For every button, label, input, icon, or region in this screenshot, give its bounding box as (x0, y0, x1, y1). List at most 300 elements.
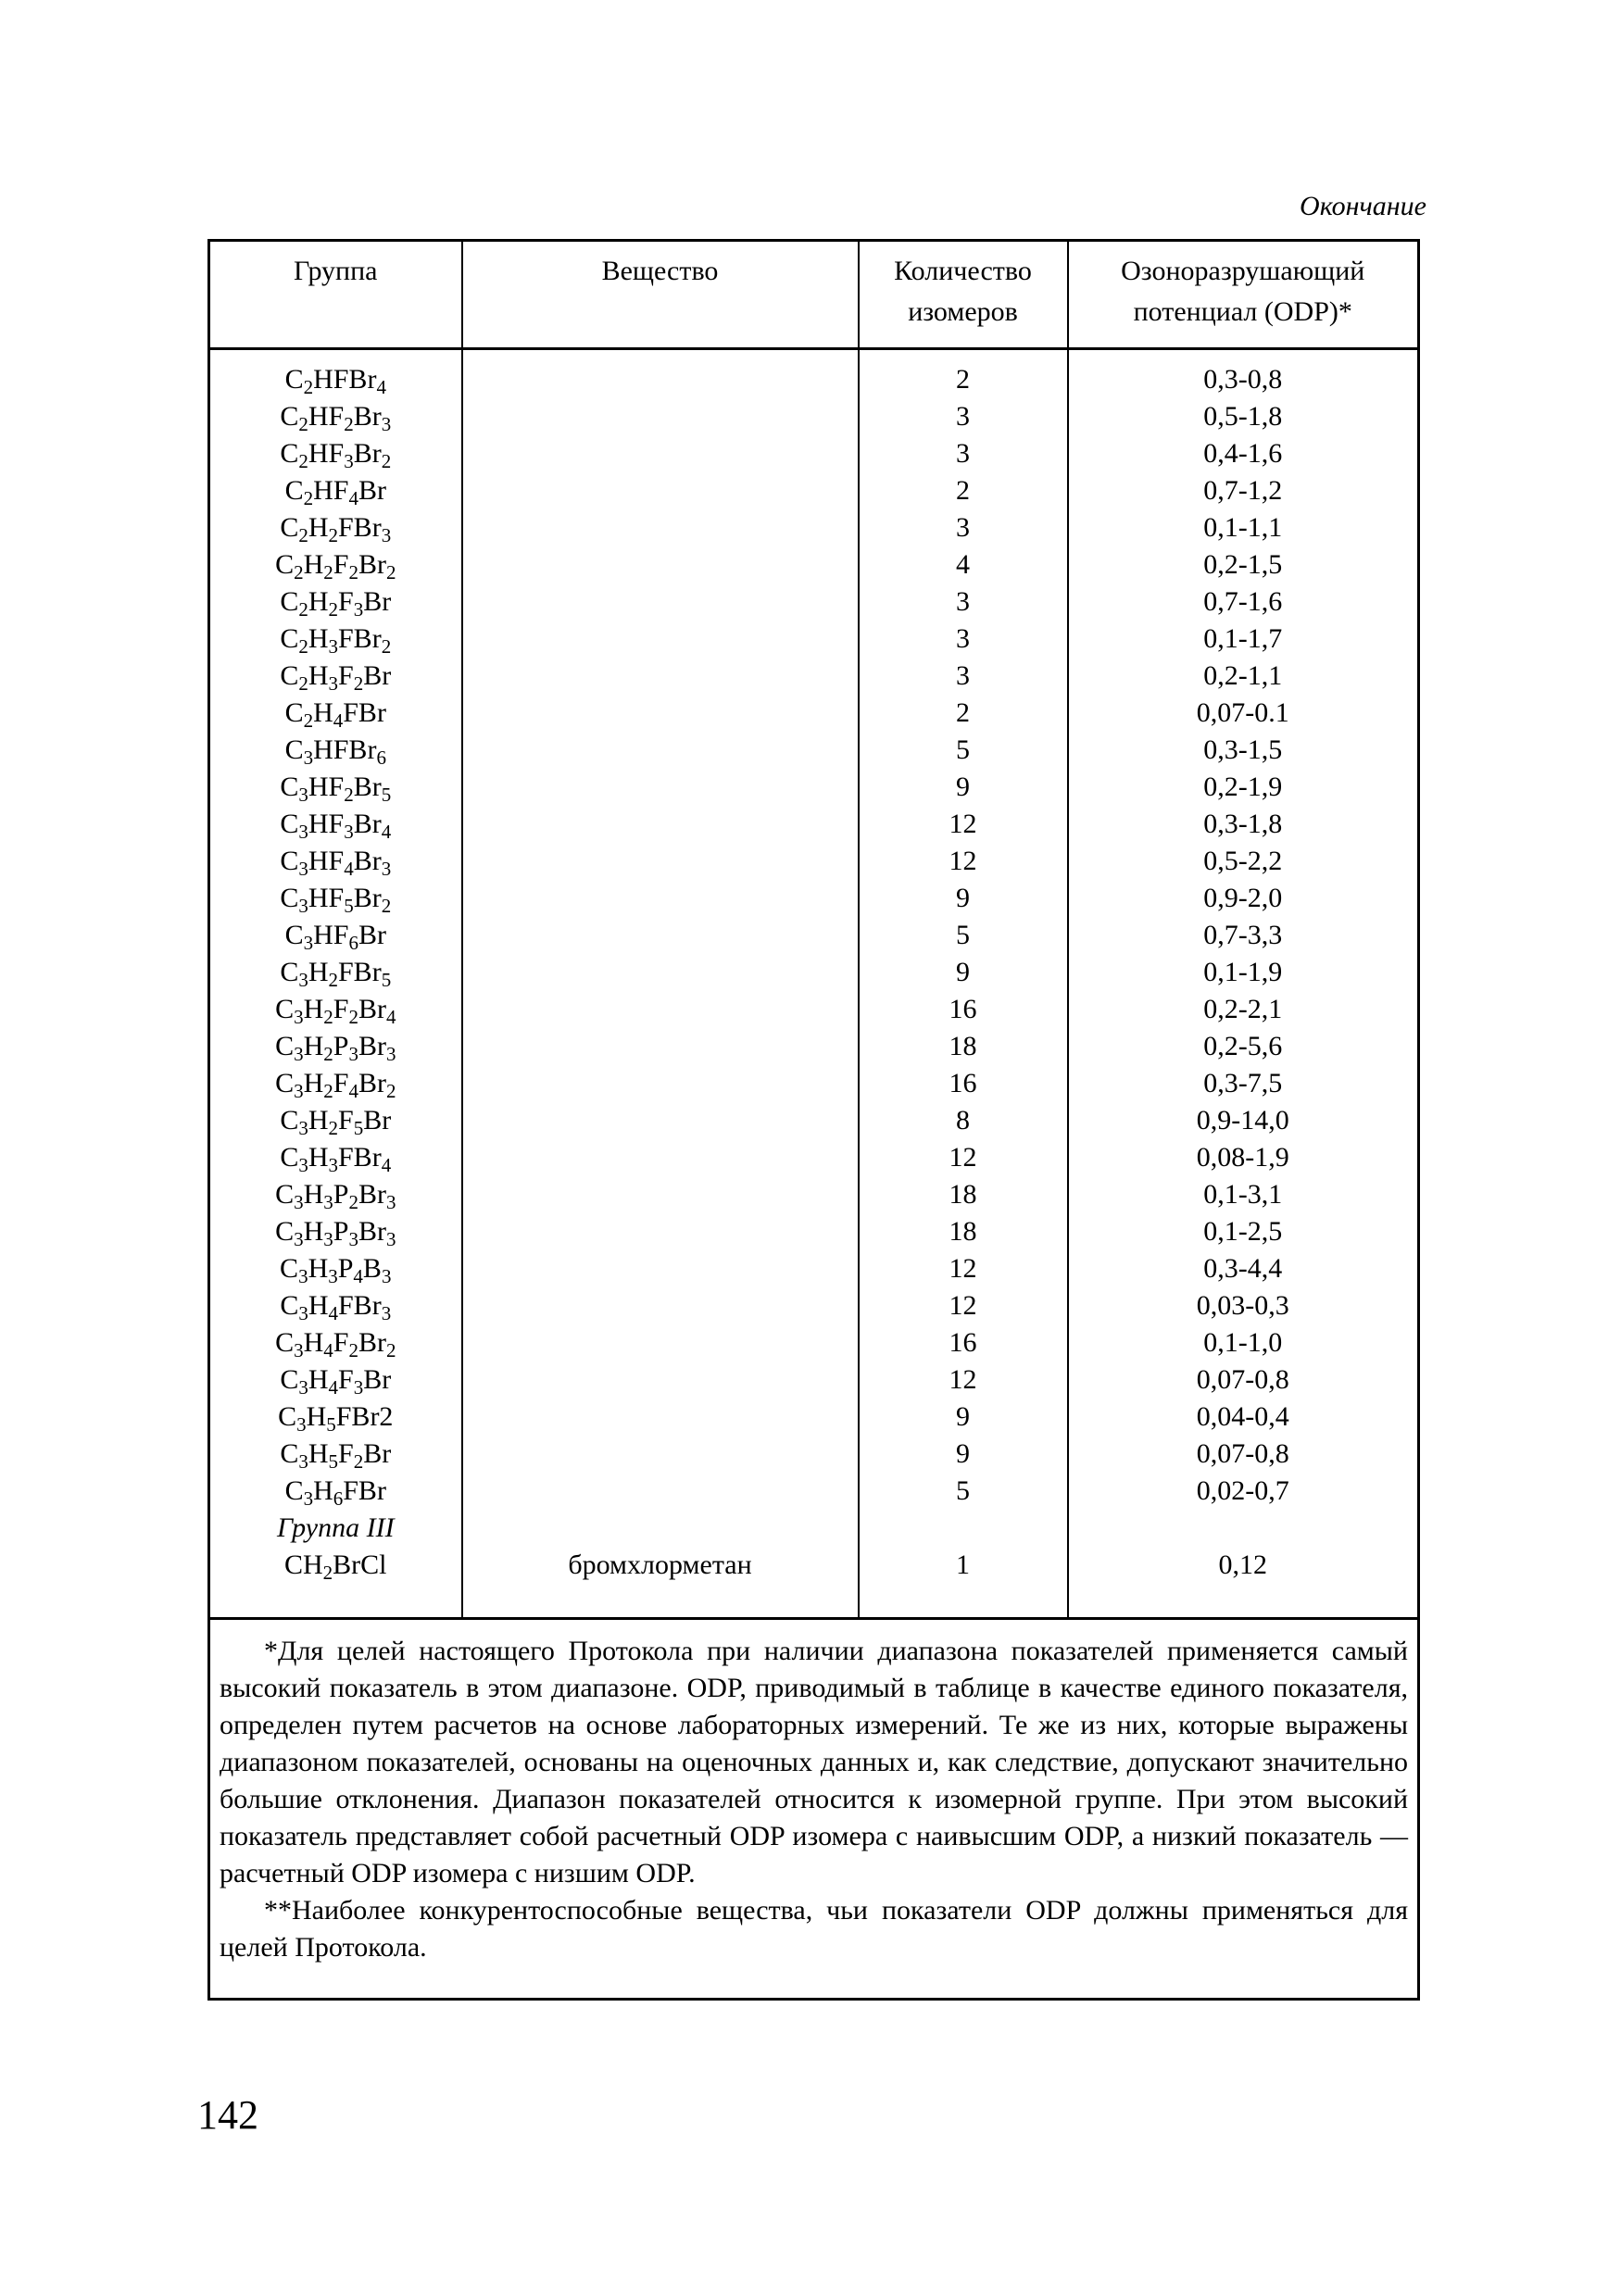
table-row (209, 435, 1419, 472)
formula-subscript: 4 (381, 821, 392, 843)
formula-subscript: 3 (381, 413, 392, 435)
formula-part: H (308, 586, 329, 617)
formula-part: C (275, 994, 295, 1024)
cell-isomers: 18 (859, 1176, 1068, 1213)
formula-part: Br (358, 549, 386, 580)
formula-part: C (280, 1290, 299, 1321)
formula-part: FBr (338, 1142, 382, 1173)
formula-part: C (280, 1105, 299, 1135)
cell-group (209, 1436, 462, 1473)
formula-part: H (308, 1105, 329, 1135)
formula-part: H (303, 1068, 324, 1098)
group-heading: Группа III (276, 1512, 395, 1543)
formula-subscript: 3 (323, 1191, 333, 1213)
cell-substance (462, 1028, 859, 1065)
formula-part: H (308, 957, 329, 987)
table-row (209, 1324, 1419, 1361)
formula-subscript: 4 (353, 1265, 363, 1287)
cell-isomers: 3 (859, 435, 1068, 472)
cell-odp: 0,3-1,8 (1068, 806, 1419, 843)
formula-subscript: 2 (298, 524, 308, 546)
formula-part: Br (358, 1068, 386, 1098)
cell-group (209, 1213, 462, 1250)
formula-part: C (275, 1216, 295, 1247)
cell-isomers: 9 (859, 769, 1068, 806)
formula-part: Br (353, 438, 382, 469)
formula-part: P (337, 1253, 354, 1284)
cell-group (209, 1102, 462, 1139)
formula-part: Br (358, 1179, 386, 1210)
formula-part: HF (313, 475, 349, 506)
formula-subscript: 4 (385, 1006, 396, 1028)
header-odp: Озоноразрушающий потенциал (ODP)* (1068, 241, 1419, 349)
formula-subscript: 2 (385, 1339, 396, 1361)
formula-subscript: 3 (298, 1265, 308, 1287)
cell-isomers: 18 (859, 1028, 1068, 1065)
table-caption: Окончание (1300, 191, 1426, 221)
table-row (209, 1213, 1419, 1250)
formula-subscript: 2 (381, 895, 392, 917)
formula-part: Br (363, 1438, 392, 1469)
cell-isomers: 12 (859, 1139, 1068, 1176)
formula-subscript: 2 (323, 1006, 333, 1028)
table-row (209, 1436, 1419, 1473)
formula-subscript: 3 (385, 1228, 396, 1250)
cell-odp: 0,1-1,7 (1068, 621, 1419, 658)
formula-subscript: 3 (353, 1376, 364, 1399)
table-row (209, 1473, 1419, 1510)
formula-subscript: 3 (303, 747, 314, 769)
formula-part: H (303, 994, 324, 1024)
formula-part: F (338, 1438, 354, 1469)
formula-part: C (280, 1142, 299, 1173)
cell-group (209, 1028, 462, 1065)
formula-subscript: 3 (298, 1376, 308, 1399)
formula-subscript: 3 (328, 672, 338, 695)
formula-part: Br (353, 883, 382, 913)
cell-substance (462, 732, 859, 769)
cell-odp: 0,2-1,1 (1068, 658, 1419, 695)
formula-part: Br (358, 1327, 386, 1358)
formula-part: C (284, 1475, 304, 1506)
cell-substance (462, 1399, 859, 1436)
cell-group (209, 1547, 462, 1619)
formula-part: Br (363, 1105, 392, 1135)
cell-isomers: 12 (859, 1287, 1068, 1324)
formula-part: C (280, 809, 299, 839)
formula-part: C (284, 697, 304, 728)
cell-isomers: 8 (859, 1102, 1068, 1139)
formula-part: HF (308, 401, 345, 432)
formula-part: H (308, 623, 329, 654)
cell-isomers: 12 (859, 1361, 1068, 1399)
cell-substance (462, 621, 859, 658)
cell-substance (462, 472, 859, 509)
formula-part: HF (308, 883, 345, 913)
cell-isomers: 16 (859, 991, 1068, 1028)
formula-subscript: 3 (344, 450, 354, 472)
cell-odp: 0,03-0,3 (1068, 1287, 1419, 1324)
formula-part: Br (353, 401, 382, 432)
table-row (209, 546, 1419, 583)
formula-subscript: 2 (323, 1080, 333, 1102)
formula-subscript: 3 (298, 1450, 308, 1473)
cell-odp: 0,1-1,9 (1068, 954, 1419, 991)
formula-part: HF (308, 772, 345, 802)
formula-part: C (280, 660, 299, 691)
formula-part: H (303, 549, 324, 580)
formula-subscript: 3 (348, 1043, 358, 1065)
formula-subscript: 6 (348, 932, 358, 954)
cell-substance (462, 954, 859, 991)
table-row (209, 472, 1419, 509)
cell-substance (462, 1065, 859, 1102)
footnote-row (209, 1619, 1419, 2000)
cell-isomers: 18 (859, 1213, 1068, 1250)
table-row (209, 658, 1419, 695)
table-row (209, 1361, 1419, 1399)
cell-isomers: 12 (859, 806, 1068, 843)
table-row (209, 917, 1419, 954)
formula-subscript: 3 (298, 1117, 308, 1139)
header-group: Группа (209, 241, 462, 349)
formula-part: H (303, 1216, 324, 1247)
formula-subscript: 2 (328, 598, 338, 621)
cell-group (209, 769, 462, 806)
cell-group (209, 1324, 462, 1361)
table-row (209, 843, 1419, 880)
cell-isomers: 2 (859, 349, 1068, 399)
formula-subscript: 2 (323, 561, 333, 583)
formula-part: F (338, 586, 354, 617)
table-row (209, 1250, 1419, 1287)
cell-group (209, 843, 462, 880)
formula-subscript: 2 (348, 1339, 358, 1361)
formula-part: F (333, 1327, 349, 1358)
cell-odp: 0,7-1,6 (1068, 583, 1419, 621)
formula-subscript: 2 (322, 1562, 333, 1584)
formula-subscript: 2 (303, 709, 314, 732)
formula-part: H (313, 1475, 333, 1506)
formula-subscript: 3 (385, 1191, 396, 1213)
formula-subscript: 2 (344, 413, 354, 435)
formula-subscript: 3 (381, 1265, 392, 1287)
cell-isomers: 3 (859, 398, 1068, 435)
cell-substance (462, 769, 859, 806)
formula-part: C (275, 549, 295, 580)
table-row (209, 1287, 1419, 1324)
cell-isomers: 3 (859, 583, 1068, 621)
cell-substance (462, 1510, 859, 1547)
formula-part: H (303, 1327, 324, 1358)
formula-part: H (303, 1179, 324, 1210)
cell-group (209, 1287, 462, 1324)
cell-odp: 0,3-0,8 (1068, 349, 1419, 399)
formula-part: HF (308, 846, 345, 876)
formula-part: C (275, 1031, 295, 1061)
cell-isomers: 16 (859, 1065, 1068, 1102)
formula-part: Br (358, 475, 386, 506)
cell-substance (462, 1213, 859, 1250)
formula-subscript: 2 (298, 598, 308, 621)
table-row (209, 732, 1419, 769)
cell-odp: 0,12 (1068, 1547, 1419, 1619)
cell-odp: 0,1-2,5 (1068, 1213, 1419, 1250)
cell-isomers: 5 (859, 1473, 1068, 1510)
formula-part: BrCl (333, 1549, 387, 1580)
cell-substance (462, 1176, 859, 1213)
cell-substance (462, 349, 859, 399)
formula-part: B (362, 1253, 382, 1284)
cell-odp: 0,04-0,4 (1068, 1399, 1419, 1436)
formula-part: H (303, 1031, 324, 1061)
formula-subscript: 5 (381, 969, 392, 991)
cell-isomers (859, 1510, 1068, 1547)
cell-group (209, 917, 462, 954)
formula-part: H (308, 1438, 329, 1469)
formula-part: C (275, 1068, 295, 1098)
cell-isomers: 1 (859, 1547, 1068, 1619)
formula-subscript: 3 (298, 1154, 308, 1176)
footnote-paragraph-1: *Для целей настоящего Протокола при наличии диапазона показателей применяется самый высокий показатель в этом диапазоне. ODP, приводимый в таблице в качестве единого показателя, определен путем расчетов на основе лабораторных измерений. Те же из них, которые выражены диапазоном показателей, основаны на оценочных данных и, как следствие, допускают значительно большие отклонения. Диапазон показателей относится к изомерной группе. При этом высокий показатель представляет собой расчетный ODP изомера с наивысшим ODP, а низкий показатель — расчетный ODP изомера с низшим ODP. (220, 1636, 1408, 1888)
cell-group (209, 583, 462, 621)
cell-odp: 0,4-1,6 (1068, 435, 1419, 472)
table-row (209, 1139, 1419, 1176)
formula-subscript: 2 (348, 1006, 358, 1028)
table-row (209, 1176, 1419, 1213)
cell-group (209, 1361, 462, 1399)
table-row (209, 398, 1419, 435)
formula-subscript: 3 (323, 1228, 333, 1250)
footnote-paragraph-2: **Наиболее конкурентоспособные вещества, чьи показатели ODP должны применяться для целей Протокола. (220, 1895, 1408, 1963)
cell-isomers: 16 (859, 1324, 1068, 1361)
cell-group (209, 732, 462, 769)
table-row (209, 1547, 1419, 1619)
cell-substance (462, 1139, 859, 1176)
formula-subscript: 4 (348, 487, 358, 509)
formula-subscript: 3 (298, 969, 308, 991)
formula-subscript: 3 (298, 784, 308, 806)
formula-subscript: 4 (328, 1376, 338, 1399)
table-body (209, 349, 1419, 1619)
formula-subscript: 4 (348, 1080, 358, 1102)
formula-part: C (280, 438, 299, 469)
formula-subscript: 2 (328, 969, 338, 991)
formula-subscript: 3 (298, 1302, 308, 1324)
formula-subscript: 3 (294, 1191, 304, 1213)
cell-odp: 0,2-1,9 (1068, 769, 1419, 806)
table-row (209, 509, 1419, 546)
cell-odp: 0,1-1,0 (1068, 1324, 1419, 1361)
formula-part: C (280, 401, 299, 432)
cell-odp: 0,7-3,3 (1068, 917, 1419, 954)
cell-odp: 0,07-0,8 (1068, 1361, 1419, 1399)
cell-substance (462, 546, 859, 583)
formula-subscript: 2 (298, 413, 308, 435)
header-substance: Вещество (462, 241, 859, 349)
odp-table (207, 239, 1420, 2001)
cell-odp: 0,1-1,1 (1068, 509, 1419, 546)
table-row (209, 1102, 1419, 1139)
cell-group (209, 1176, 462, 1213)
cell-group (209, 1139, 462, 1176)
formula-part: P (333, 1179, 349, 1210)
formula-part: Br (363, 660, 392, 691)
cell-group (209, 1510, 462, 1547)
cell-group (209, 1399, 462, 1436)
formula-part: C (275, 1179, 295, 1210)
formula-part: C (280, 957, 299, 987)
cell-substance (462, 843, 859, 880)
cell-odp: 0,2-5,6 (1068, 1028, 1419, 1065)
formula-part: Br (358, 920, 386, 950)
cell-group (209, 398, 462, 435)
formula-subscript: 2 (353, 672, 364, 695)
table-row (209, 695, 1419, 732)
cell-substance (462, 1324, 859, 1361)
cell-group (209, 991, 462, 1028)
header-isomers: Количество изомеров (859, 241, 1068, 349)
formula-subscript: 3 (328, 635, 338, 658)
formula-part: H (308, 660, 329, 691)
cell-substance (462, 398, 859, 435)
table-row (209, 880, 1419, 917)
formula-subscript: 6 (376, 747, 386, 769)
formula-part: Br (363, 586, 392, 617)
formula-part: C (284, 734, 304, 765)
formula-part: C (284, 364, 304, 395)
table-row (209, 1399, 1419, 1436)
cell-group (209, 1250, 462, 1287)
formula-subscript: 3 (298, 895, 308, 917)
cell-substance (462, 806, 859, 843)
cell-substance (462, 1361, 859, 1399)
cell-isomers: 9 (859, 954, 1068, 991)
table-row (209, 954, 1419, 991)
formula-part: C (278, 1401, 297, 1432)
formula-subscript: 4 (381, 1154, 392, 1176)
formula-part: C (284, 920, 304, 950)
formula-subscript: 4 (323, 1339, 333, 1361)
cell-substance (462, 435, 859, 472)
table-header-row (209, 241, 1419, 349)
formula-subscript: 5 (353, 1117, 364, 1139)
cell-group (209, 954, 462, 991)
cell-isomers: 5 (859, 732, 1068, 769)
formula-subscript: 3 (381, 1302, 392, 1324)
formula-subscript: 2 (303, 376, 314, 398)
formula-part: Br (353, 772, 382, 802)
formula-part: F (333, 1068, 349, 1098)
formula-part: F (338, 1105, 354, 1135)
formula-subscript: 2 (385, 1080, 396, 1102)
formula-part: P (333, 1216, 349, 1247)
formula-part: H (308, 1364, 329, 1395)
cell-odp: 0,08-1,9 (1068, 1139, 1419, 1176)
formula-part: C (275, 1327, 295, 1358)
cell-group (209, 349, 462, 399)
formula-part: C (280, 586, 299, 617)
table-row (209, 1028, 1419, 1065)
formula-part: C (280, 1364, 299, 1395)
cell-group (209, 806, 462, 843)
formula-subscript: 5 (344, 895, 354, 917)
formula-subscript: 3 (294, 1006, 304, 1028)
cell-substance (462, 695, 859, 732)
table-row (209, 1065, 1419, 1102)
cell-isomers: 2 (859, 472, 1068, 509)
formula-subscript: 2 (303, 487, 314, 509)
formula-part: C (280, 1438, 299, 1469)
cell-substance (462, 658, 859, 695)
cell-isomers: 5 (859, 917, 1068, 954)
formula-subscript: 2 (298, 450, 308, 472)
formula-subscript: 3 (296, 1413, 307, 1436)
formula-part: C (280, 1253, 299, 1284)
formula-subscript: 3 (294, 1339, 304, 1361)
cell-isomers: 3 (859, 509, 1068, 546)
cell-group (209, 435, 462, 472)
formula-subscript: 2 (348, 561, 358, 583)
table-row (209, 769, 1419, 806)
formula-part: HF (308, 809, 345, 839)
formula-subscript: 3 (294, 1080, 304, 1102)
formula-part: F (338, 660, 354, 691)
formula-part: C (280, 846, 299, 876)
formula-part: C (280, 883, 299, 913)
formula-subscript: 3 (385, 1043, 396, 1065)
formula-subscript: 2 (381, 635, 392, 658)
cell-group (209, 472, 462, 509)
cell-isomers: 12 (859, 1250, 1068, 1287)
formula-part: F (338, 1364, 354, 1395)
table-row (209, 806, 1419, 843)
table-row (209, 349, 1419, 399)
cell-substance (462, 880, 859, 917)
cell-substance (462, 1250, 859, 1287)
formula-subscript: 2 (328, 1117, 338, 1139)
formula-part: Br (358, 994, 386, 1024)
cell-group (209, 658, 462, 695)
cell-odp: 0,1-3,1 (1068, 1176, 1419, 1213)
formula-subscript: 2 (348, 1191, 358, 1213)
table-row (209, 1510, 1419, 1547)
formula-part: FBr (338, 957, 382, 987)
cell-substance (462, 509, 859, 546)
formula-subscript: 2 (328, 524, 338, 546)
formula-subscript: 3 (328, 1265, 338, 1287)
formula-part: Br (358, 1216, 386, 1247)
cell-isomers: 2 (859, 695, 1068, 732)
formula-part: FBr (338, 512, 382, 543)
formula-part: P (333, 1031, 349, 1061)
cell-odp: 0,9-14,0 (1068, 1102, 1419, 1139)
cell-substance (462, 1287, 859, 1324)
cell-odp: 0,7-1,2 (1068, 472, 1419, 509)
formula-part: FBr (338, 623, 382, 654)
cell-substance (462, 1473, 859, 1510)
formula-part: HFBr (313, 364, 377, 395)
cell-substance (462, 991, 859, 1028)
cell-group (209, 621, 462, 658)
formula-subscript: 3 (381, 524, 392, 546)
cell-substance: бромхлорметан (462, 1547, 859, 1619)
formula-part: Br (353, 846, 382, 876)
cell-substance (462, 1102, 859, 1139)
formula-subscript: 3 (344, 821, 354, 843)
cell-isomers: 3 (859, 621, 1068, 658)
cell-isomers: 3 (859, 658, 1068, 695)
